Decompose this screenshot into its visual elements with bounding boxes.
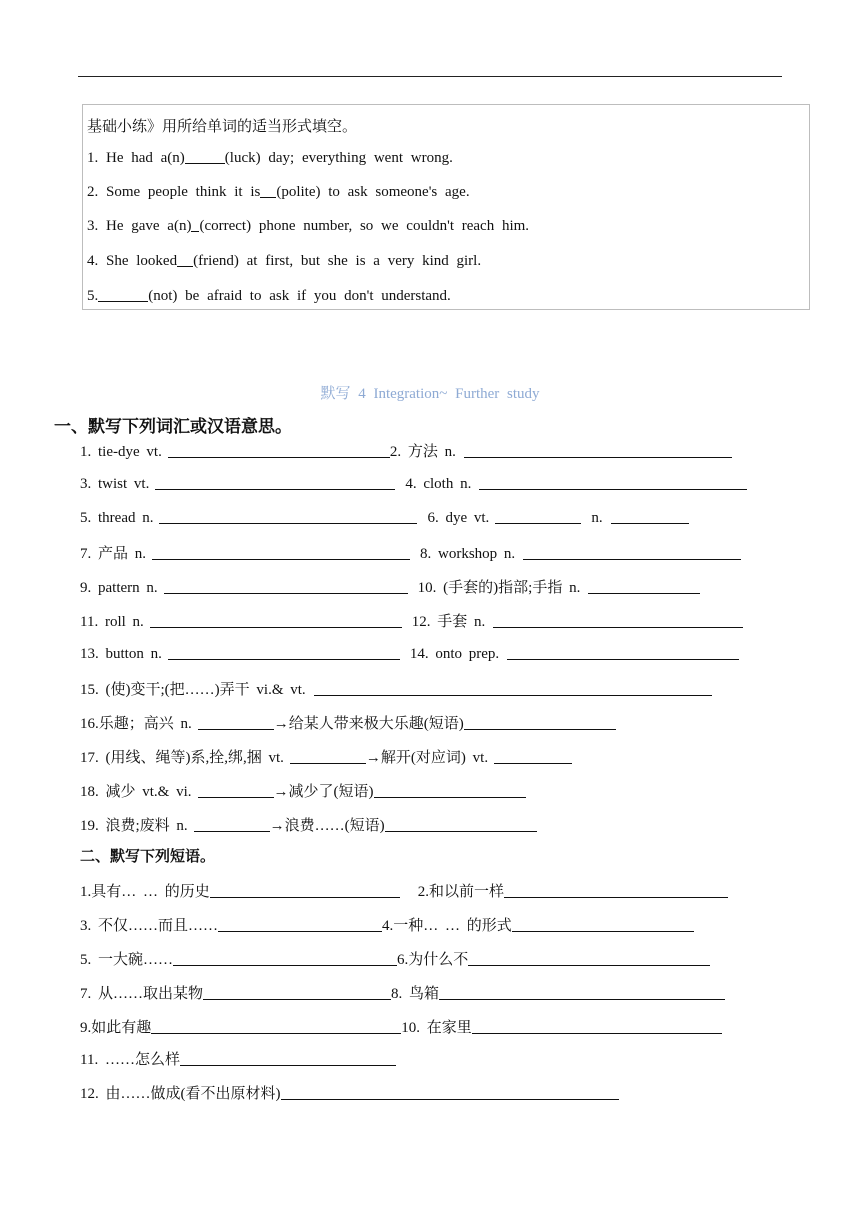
answer-blank[interactable] — [150, 612, 402, 628]
vocab-row: 17. (用线、绳等)系,拴,绑,捆 vt. →解开(对应词) vt. — [80, 746, 572, 767]
phrase-row: 12. 由……做成(看不出原材料) — [80, 1082, 619, 1103]
answer-blank[interactable] — [164, 578, 408, 594]
answer-blank[interactable] — [198, 782, 274, 798]
vocab-row: 11. roll n. 12. 手套 n. — [80, 610, 743, 631]
answer-blank[interactable] — [494, 748, 572, 764]
practice-item-3: 3. He gave a(n) (correct) phone number, so we couldn't reach him. — [87, 218, 530, 234]
answer-blank[interactable] — [588, 578, 700, 594]
phrase-row: 9.如此有趣 10. 在家里 — [80, 1016, 722, 1037]
answer-blank[interactable] — [281, 1084, 619, 1100]
answer-blank[interactable] — [194, 816, 270, 832]
section-title: 默写 4 Integration~ Further study — [320, 386, 540, 402]
vocab-row: 9. pattern n. 10. (手套的)指部;手指 n. — [80, 576, 700, 597]
answer-blank[interactable] — [155, 474, 395, 490]
vocab-row: 15. (使)变干;(把……)弄干 vi.& vt. — [80, 678, 712, 699]
answer-blank[interactable] — [439, 984, 725, 1000]
answer-blank[interactable] — [504, 882, 728, 898]
practice-item-5: 5. (not) be afraid to ask if you don't understand. — [87, 288, 451, 304]
answer-blank[interactable] — [611, 508, 689, 524]
vocab-row: 3. twist vt. 4. cloth n. — [80, 474, 747, 493]
answer-blank[interactable] — [218, 916, 382, 932]
answer-blank[interactable] — [495, 508, 581, 524]
vocab-row: 7. 产品 n. 8. workshop n. — [80, 542, 741, 563]
vocab-row: 18. 减少 vt.& vi. →减少了(短语) — [80, 780, 526, 801]
answer-blank[interactable] — [385, 816, 537, 832]
phrase-row: 7. 从……取出某物 8. 鸟箱 — [80, 982, 725, 1003]
answer-blank[interactable] — [468, 950, 710, 966]
answer-blank[interactable] — [168, 442, 390, 458]
answer-blank[interactable] — [493, 612, 743, 628]
answer-blank[interactable] — [507, 644, 739, 660]
answer-blank[interactable] — [374, 782, 526, 798]
answer-blank[interactable] — [185, 148, 225, 164]
vocab-row: 1. tie-dye vt. 2. 方法 n. — [80, 440, 732, 461]
vocab-row: 16.乐趣；高兴 n. →给某人带来极大乐趣(短语) — [80, 712, 616, 733]
practice-item-2: 2. Some people think it is (polite) to ask someone's age. — [87, 184, 470, 200]
answer-blank[interactable] — [151, 1018, 401, 1034]
answer-blank[interactable] — [464, 714, 616, 730]
answer-blank[interactable] — [168, 644, 400, 660]
practice-item-4: 4. She looked (friend) at first, but she is a very kind girl. — [87, 253, 482, 269]
answer-blank[interactable] — [523, 544, 741, 560]
answer-blank[interactable] — [198, 714, 274, 730]
answer-blank[interactable] — [173, 950, 397, 966]
part1-heading: 一、默写下列词汇或汉语意思。 — [54, 417, 292, 437]
answer-blank[interactable] — [479, 474, 747, 490]
answer-blank[interactable] — [180, 1050, 396, 1066]
practice-item-1: 1. He had a(n) (luck) day; everything went wrong. — [87, 150, 453, 166]
answer-blank[interactable] — [177, 251, 193, 267]
answer-blank[interactable] — [314, 680, 712, 696]
practice-box — [82, 104, 810, 310]
answer-blank[interactable] — [210, 882, 400, 898]
answer-blank[interactable] — [512, 916, 694, 932]
answer-blank[interactable] — [290, 748, 366, 764]
phrase-row: 11. ……怎么样 — [80, 1048, 396, 1069]
phrase-row: 3. 不仅……而且…… 4.一种… … 的形式 — [80, 914, 694, 935]
vocab-row: 19. 浪费;废料 n. →浪费……(短语) — [80, 814, 537, 835]
answer-blank[interactable] — [152, 544, 410, 560]
phrase-row: 5. 一大碗…… 6.为什么不 — [80, 948, 710, 969]
practice-title: 基础小练》用所给单词的适当形式填空。 — [87, 119, 358, 135]
vocab-row: 5. thread n. 6. dye vt. n. — [80, 508, 689, 527]
answer-blank[interactable] — [159, 508, 417, 524]
answer-blank[interactable] — [472, 1018, 722, 1034]
answer-blank[interactable] — [203, 984, 391, 1000]
phrase-row: 1.具有… … 的历史 2.和以前一样 — [80, 880, 728, 901]
vocab-row: 13. button n. 14. onto prep. — [80, 644, 739, 663]
answer-blank[interactable] — [98, 286, 148, 302]
part2-heading: 二、默写下列短语。 — [80, 847, 216, 865]
answer-blank[interactable] — [260, 182, 276, 198]
answer-blank[interactable] — [464, 442, 732, 458]
header-rule — [78, 76, 782, 77]
